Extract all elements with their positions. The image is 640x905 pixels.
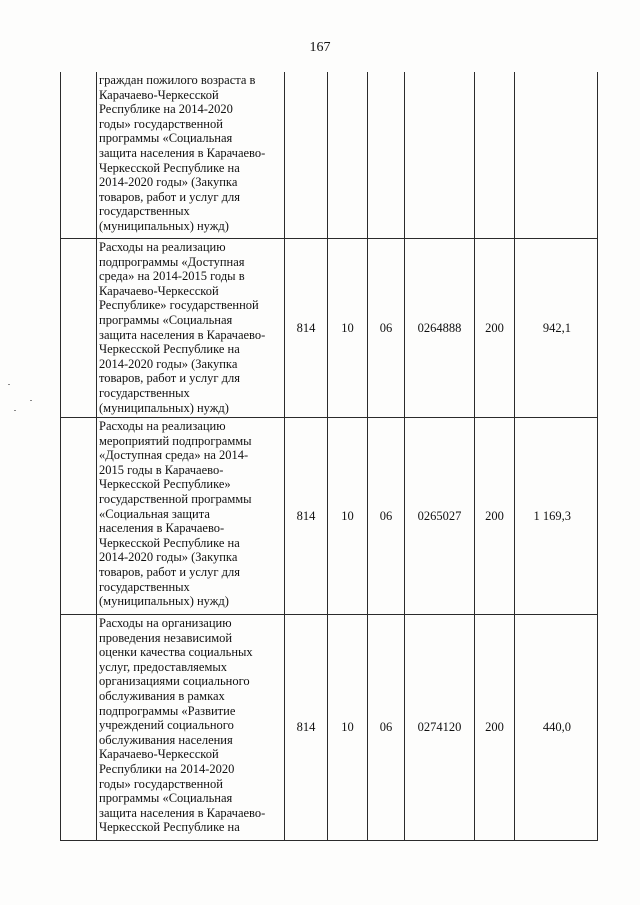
amount-cell: 942,1 <box>515 239 598 418</box>
ministry-code-cell: 814 <box>285 615 328 841</box>
description-cell: Расходы на организацию проведения независимой оценки качества социальных услуг, предоставляемых организациями социального обслуживания в рамках подпрограммы «Развитие учреждений социального обслуживания населения Карачаево-Черкесской Республики на 2014-2020 годы» государственной программы «Социальная защита населения в Карачаево- Черкесской Республике на <box>97 615 285 841</box>
subsection-code-cell: 06 <box>368 239 405 418</box>
amount-cell: 1 169,3 <box>515 418 598 615</box>
section-code-cell: 10 <box>328 239 368 418</box>
table-row <box>61 615 598 841</box>
ministry-code-cell: 814 <box>285 418 328 615</box>
target-article-cell: 0265027 <box>405 418 475 615</box>
expense-type-cell: 200 <box>475 418 515 615</box>
target-article-cell: 0264888 <box>405 239 475 418</box>
page-number: 167 <box>309 40 331 55</box>
number-cell <box>61 418 97 615</box>
ministry-code-cell: 814 <box>285 239 328 418</box>
section-code-cell: 10 <box>328 615 368 841</box>
expense-type-cell <box>475 72 515 239</box>
description-cell: Расходы на реализацию подпрограммы «Доступная среда» на 2014-2015 годы в Карачаево-Черкесской Республике» государственной программы «Социальная защита населения в Карачаево- Черкесской Республике на 2014-2020 годы» (Закупка товаров, работ и услуг для государственных (муниципальных) нужд) <box>97 239 285 418</box>
target-article-cell <box>405 72 475 239</box>
description-cell: Расходы на реализацию мероприятий подпрограммы «Доступная среда» на 2014- 2015 годы в Карачаево- Черкесской Республике» государственной программы «Социальная защита населения в Карачаево- Черкесской Республике на 2014-2020 годы» (Закупка товаров, работ и услуг для государственных (муниципальных) нужд) <box>97 418 285 615</box>
expense-type-cell: 200 <box>475 239 515 418</box>
amount-cell: 440,0 <box>515 615 598 841</box>
number-cell <box>61 72 97 239</box>
number-cell <box>61 239 97 418</box>
section-code-cell <box>328 72 368 239</box>
expense-type-cell: 200 <box>475 615 515 841</box>
subsection-code-cell <box>368 72 405 239</box>
number-cell <box>61 615 97 841</box>
subsection-code-cell: 06 <box>368 418 405 615</box>
section-code-cell: 10 <box>328 418 368 615</box>
budget-table <box>60 72 598 841</box>
target-article-cell: 0274120 <box>405 615 475 841</box>
subsection-code-cell: 06 <box>368 615 405 841</box>
scan-speck <box>30 400 32 401</box>
scan-speck <box>14 410 16 411</box>
table-row <box>61 239 598 418</box>
ministry-code-cell <box>285 72 328 239</box>
table-row <box>61 418 598 615</box>
amount-cell <box>515 72 598 239</box>
table-row <box>61 72 598 239</box>
scan-speck <box>8 384 10 385</box>
description-cell: граждан пожилого возраста в Карачаево-Черкесской Республике на 2014-2020 годы» государственной программы «Социальная защита населения в Карачаево- Черкесской Республике на 2014-2020 годы» (Закупка товаров, работ и услуг для государственных (муниципальных) нужд) <box>97 72 285 239</box>
